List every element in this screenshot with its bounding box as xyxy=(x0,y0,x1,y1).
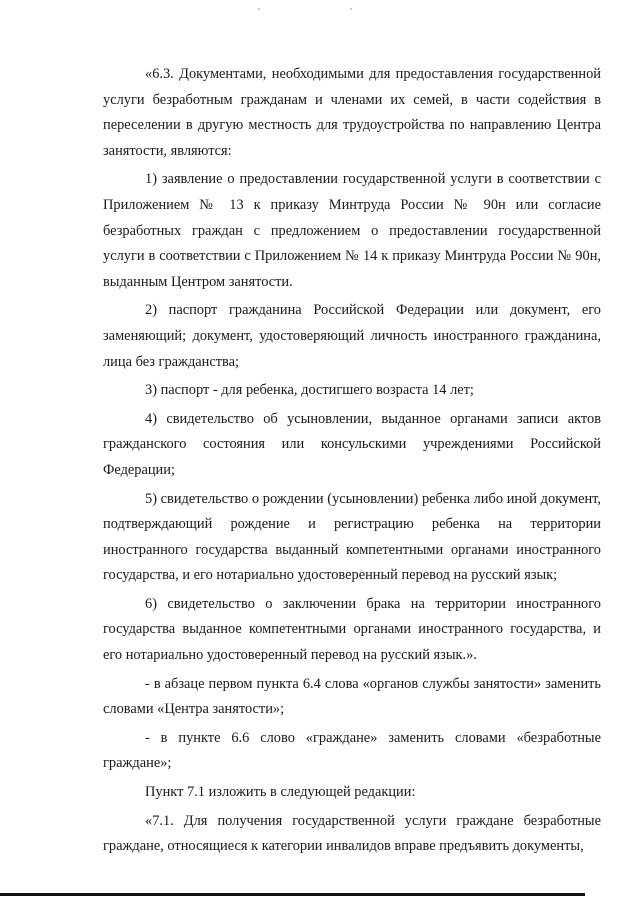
amendment-7-1-intro: Пункт 7.1 изложить в следующей редакции: xyxy=(145,784,416,801)
amendment-6-6: - в пункте 6.6 слово «граждане» заменить словами «безработные граждане»; xyxy=(103,729,601,772)
list-item-1: 1) заявление о предоставлении государственной услуги в соответствии с Приложением № 13 к приказу Минтруда России № 90н или согласие безработных граждан с предложением о предоставлении государственной услуги в соответствии с Приложением № 14 к приказу Минтруда России № 90н, выданным Центром занятости. xyxy=(103,171,601,290)
list-item-5: 5) свидетельство о рождении (усыновлении) ребенка либо иной документ, подтверждающий рождение и регистрацию ребенка на территории иностранного государства выданный компетентными органами иностранного государства, и его нотариально удостоверенный перевод на русский язык; xyxy=(103,490,601,584)
paragraph-6-3: «6.3. Документами, необходимыми для предоставления государственной услуги безработным гражданам и членами их семей, в части содействия в переселении в другую местность для трудоустройства по направлению Центра занятости, являются: xyxy=(103,66,601,159)
list-item-6: 6) свидетельство о заключении брака на территории иностранного государства выданное компетентными органами иностранного государства, и его нотариально удостоверенный перевод на русский язык.». xyxy=(103,595,601,664)
list-item-4: 4) свидетельство об усыновлении, выданное органами записи актов гражданского состояния или консульскими учреждениями Российской Федерации; xyxy=(103,410,601,478)
scan-artifact xyxy=(350,8,352,10)
scan-artifact xyxy=(258,8,260,10)
amendment-6-4: - в абзаце первом пункта 6.4 слова «органов службы занятости» заменить словами «Центра занятости»; xyxy=(103,675,601,718)
paragraph-7-1: «7.1. Для получения государственной услуги граждане безработные граждане, относящиеся к категории инвалидов вправе предъявить документы, xyxy=(103,812,601,855)
document-body xyxy=(103,62,601,860)
list-item-3: 3) паспорт - для ребенка, достигшего возраста 14 лет; xyxy=(145,382,474,399)
page-bottom-rule xyxy=(0,893,585,896)
list-item-2: 2) паспорт гражданина Российской Федерации или документ, его заменяющий; документ, удостоверяющий личность иностранного гражданина, лица без гражданства; xyxy=(103,302,601,370)
